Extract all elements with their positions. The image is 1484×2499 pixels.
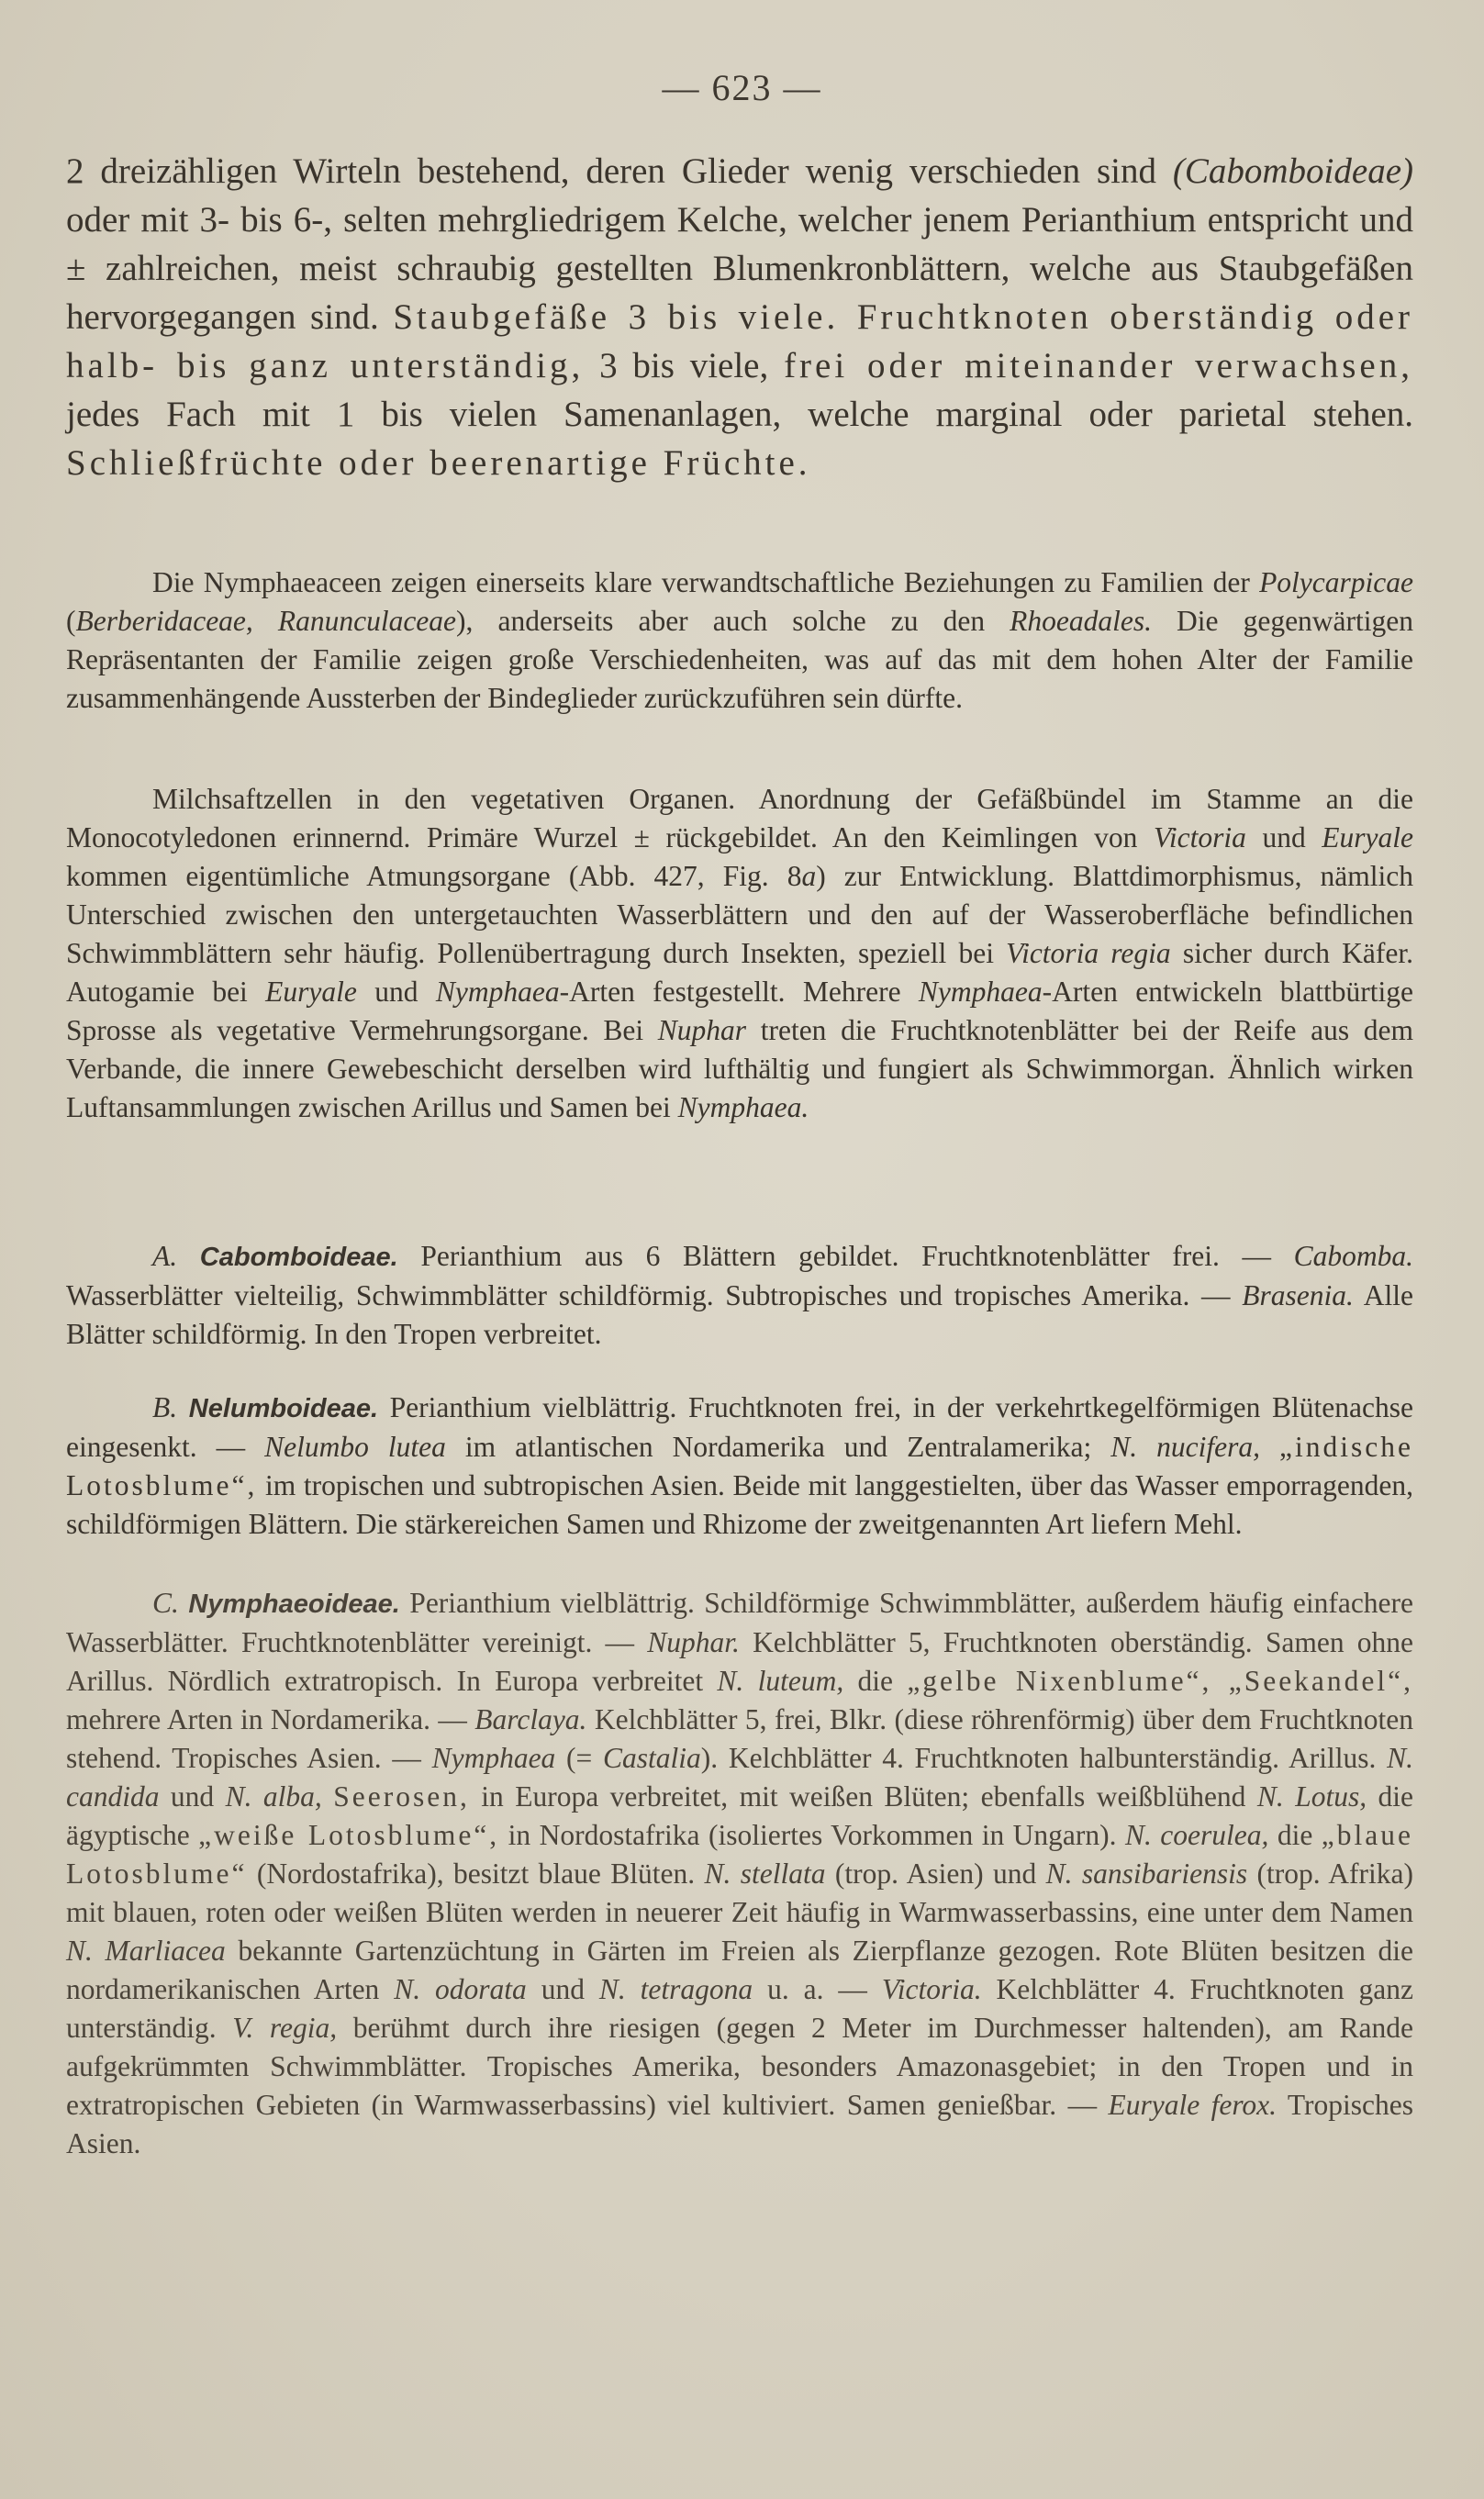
paragraph-relationships [66,563,1413,718]
text: Tropisches Asien. [66,2089,1413,2159]
text: u. a. — [753,1973,882,2005]
text: kommen eigentümliche Atmungsorgane (Abb. 427, Fig. 8 [66,860,802,892]
spaced-text: Staubgefäße 3 bis viele. Fruchtknoten oberständig oder halb- bis ganz unterständig, [66,297,1413,385]
text: Kelchblätter 5, frei, Blkr. (diese röhrenförmig) über dem Fruchtknoten stehend. Tropisches Asien. — [66,1703,1413,1774]
paragraph-morphology [66,780,1413,1127]
text: Milchsaftzellen in den vegetativen Organen. Anordnung der Gefäßbündel im Stamme an die Monocotyledonen erinnernd. Primäre Wurzel ± rückgebildet. An den Keimlingen von [66,783,1413,853]
section-letter: A. [152,1240,200,1272]
taxon: (Cabomboideae) [1172,151,1413,191]
spaced-text: frei oder miteinander verwachsen, [784,346,1413,385]
taxon: Berberidaceae, Ranunculaceae [75,605,457,637]
taxon: Nymphaea. [677,1091,809,1123]
text: Die gegenwärtigen Repräsentanten der Familie zeigen große Verschiedenheiten, was auf das mit dem hohen Alter der Familie zusammenhängende Aussterben der Bindeglieder zurückzuführen sein dürfte. [66,605,1414,714]
taxon: Nymphaea [918,976,1043,1008]
text: und [356,976,436,1008]
text: Perianthium vielblättrig. Schildförmige Schwimmblätter, außerdem häufig einfachere Wasserblätter. Fruchtknotenblätter vereinigt. — [66,1587,1413,1658]
taxon: N. luteum, [717,1665,844,1697]
text: -Arten festgestellt. Mehrere [559,976,919,1008]
common-name: „weiße Lotosblume“, [198,1819,500,1851]
text: 2 dreizähligen Wirteln bestehend, deren Glieder wenig verschieden sind [66,151,1173,191]
text: ) zur Entwicklung. Blattdimorphismus, nämlich Unterschied zwischen den untergetauchten Wasserblättern und den auf der Wasseroberfläche befindlichen Schwimmblättern sehr häufig. Pollenübertragung durch Insekten, speziell bei [66,860,1413,969]
taxon: Nuphar [657,1014,747,1046]
taxon: Euryale [1322,821,1414,853]
text: im tropischen und subtropischen Asien. Beide mit langgestielten, über das Wasser emporragenden, schildförmigen Blättern. Die stärkereichen Samen und Rhizome der zweitgenannten Art liefern Mehl. [66,1469,1413,1540]
taxon: N. nucifera, [1110,1431,1260,1463]
text: a [801,860,817,892]
page-number: — 623 — [662,67,822,108]
text: ), anderseits aber auch solche zu den [456,605,1010,637]
section-title: Nelumboideae. [188,1394,379,1423]
section-title: Nymphaeoideae. [188,1590,400,1619]
taxon: Polycarpicae [1259,566,1413,598]
text: im atlantischen Nordamerika und Zentralamerika; [445,1431,1111,1463]
taxon: Nymphaea [431,1742,556,1774]
taxon: N. odorata [394,1973,527,2005]
taxon: Euryale [265,976,357,1008]
text: Kelchblätter 5, Fruchtknoten oberständig. Samen ohne Arillus. Nördlich extratropisch. In Europa verbreitet [66,1626,1413,1697]
text: Wasserblätter vielteilig, Schwimmblätter schildförmig. Subtropisches und tropisches Amerika. — [66,1279,1243,1311]
section-nymphaeoideae [66,1584,1413,2163]
text: sicher durch Käfer. Autogamie bei [66,937,1413,1008]
taxon: N. stellata [704,1858,826,1890]
taxon: Cabomba. [1293,1240,1414,1272]
text: Die Nymphaeaceen zeigen einerseits klare verwandtschaftliche Beziehungen zu Familien der [152,566,1260,598]
text: -Arten entwickeln blattbürtige Sprosse als vegetative Vermehrungsorgane. Bei [66,976,1413,1046]
taxon: Victoria [1153,821,1246,853]
taxon: Nymphaea [435,976,560,1008]
text: und [526,1973,599,2005]
text: die [843,1665,908,1697]
text: in Nordostafrika (isoliertes Vorkommen in Ungarn). [499,1819,1125,1851]
taxon: Barclaya. [474,1703,587,1735]
taxon: N. tetragona [598,1973,753,2005]
section-nelumboideae [66,1389,1413,1544]
text: bekannte Gartenzüchtung in Gärten im Freien als Zierpflanze gezogen. Rote Blüten besitzen die nordamerikanischen Arten [66,1935,1413,2005]
text: die [1268,1819,1322,1851]
text: (= [555,1742,603,1774]
taxon: N. candida [66,1742,1413,1813]
text: Perianthium aus 6 Blättern gebildet. Fruchtknotenblätter frei. — [397,1240,1294,1272]
text: Perianthium vielblättrig. Fruchtknoten frei, in der verkehrtkegelförmigen Blütenachse eingesenkt. — [66,1391,1413,1463]
text: berühmt durch ihre riesigen (gegen 2 Meter im Durchmesser haltenden), am Rande aufgekrümmten Schwimmblätter. Tropisches Amerika, besonders Amazonasgebiet; in den Tropen und in extratropischen Gebieten (in Warmwasserbassins) viel kultiviert. Samen genießbar. — [66,2012,1413,2121]
taxon: Victoria regia [1006,937,1171,969]
taxon: V. regia, [232,2012,338,2044]
taxon: Nuphar. [647,1626,740,1658]
text: ). Kelchblätter 4. Fruchtknoten halbunterständig. Arillus. [700,1742,1388,1774]
taxon: Rhoeadales. [1010,605,1152,637]
text: jedes Fach mit 1 bis vielen Samenanlagen, welche marginal oder parietal stehen. [66,395,1413,434]
text: und [159,1780,226,1813]
taxon: Castalia [602,1742,701,1774]
taxon: N. Lotus, [1256,1780,1367,1813]
taxon: Brasenia. [1242,1279,1354,1311]
text: (trop. Afrika) mit blauen, roten oder weißen Blüten werden in neuerer Zeit häufig in Warmwasserbassins, eine unter dem Namen [66,1858,1413,1928]
taxon: N. coerulea, [1124,1819,1269,1851]
section-letter: C. [152,1587,189,1619]
taxon: N. sansibariensis [1045,1858,1248,1890]
common-name: „gelbe Nixenblume“, „Seekandel“, [907,1665,1413,1697]
text: (Nordostafrika), besitzt blaue Blüten. [247,1858,705,1890]
text: in Europa verbreitet, mit weißen Blüten; ebenfalls weißblühend [469,1780,1257,1813]
common-name: „indische Lotosblume“, [66,1431,1413,1501]
text [1260,1431,1279,1463]
common-name: Seerosen, [333,1780,470,1813]
text: ( [66,605,76,637]
text: mehrere Arten in Nordamerika. — [66,1703,475,1735]
section-title: Cabomboideae. [199,1243,398,1272]
text: Kelchblätter 4. Fruchtknoten ganz unterständig. [66,1973,1414,2044]
taxon: Victoria. [881,1973,982,2005]
text: Alle Blätter schildförmig. In den Tropen verbreitet. [66,1279,1413,1350]
text: oder mit 3- bis 6-, selten mehrgliedrigem Kelche, welcher jenem Perianthium entspricht und ± zahlreichen, meist schraubig gestellten Blumenkronblättern, welche aus Staubgefäßen hervorgegangen sind. [66,200,1413,337]
spaced-text: Schließfrüchte oder beerenartige Früchte. [66,443,811,483]
taxon: N. alba, [225,1780,322,1813]
taxon: N. Marliacea [66,1935,226,1967]
section-cabomboideae [66,1237,1413,1354]
text: und [1245,821,1322,853]
common-name: „blaue Lotosblume“ [66,1819,1413,1890]
text: 3 bis viele, [584,346,785,385]
lead-paragraph [66,147,1413,487]
taxon: Nelumbo lutea [264,1431,446,1463]
text: treten die Fruchtknotenblätter bei der Reife aus dem Verbande, die innere Gewebeschicht derselben wird lufthältig und fungiert als Schwimmorgan. Ähnlich wirken Luftansammlungen zwischen Arillus und Samen bei [66,1014,1413,1123]
section-letter: B. [152,1391,189,1423]
taxon: Euryale ferox. [1108,2089,1278,2121]
text: die ägyptische [66,1780,1414,1851]
text [322,1780,333,1813]
text: (trop. Asien) und [825,1858,1046,1890]
